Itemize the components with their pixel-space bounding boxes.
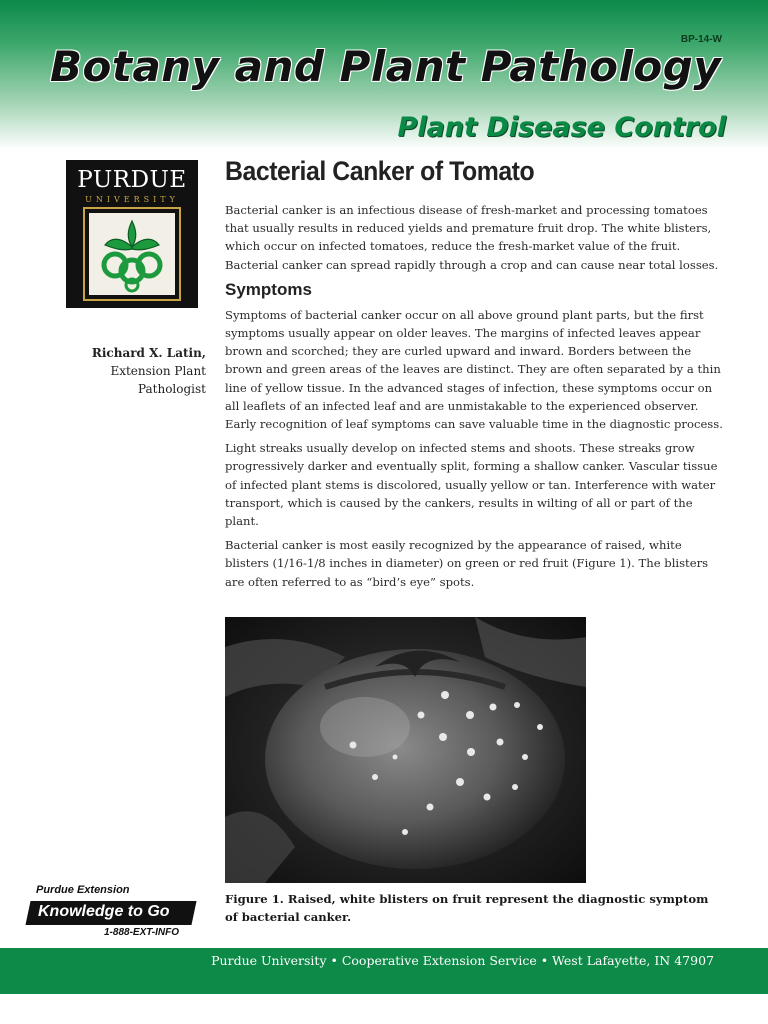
publication-code: BP-14-W [680, 34, 722, 45]
logo-emblem-frame [83, 207, 181, 301]
purdue-university-logo [66, 160, 198, 308]
page-header [0, 0, 768, 150]
symptoms-paragraph-1: Symptoms of bacterial canker occur on all above ground plant parts, but the first symptoms usually appear on older leaves. The margins of infected leaves appear brown and scorched; they are curled upward and inward. Borders between the brown and green areas of the leaves are distinct. They are often separated by a thin line of yellow tissue. In the advanced stages of infection, these symptoms occur on all leaflets of an infected leaf and are unmistakable to the experienced observer. Early recognition of leaf symptoms can save valuable time in the diagnostic process. [225, 307, 723, 432]
page-footer [0, 948, 768, 994]
symptoms-heading: Symptoms [225, 279, 312, 299]
footer-address: Purdue University • Cooperative Extension Service • West Lafayette, IN 47907 [211, 953, 714, 968]
department-title: Botany and Plant Pathology [50, 42, 722, 91]
tomato-fruit-image [225, 617, 586, 883]
intro-paragraph: Bacterial canker is an infectious disease of fresh-market and processing tomatoes that usually results in reduced yields and premature fruit drop. The white blisters, which occur on infected tomatoes, reduce the fresh-market value of the fruit. Bacterial canker can spread rapidly through a crop and can cause near total losses. [225, 203, 719, 272]
symptoms-paragraph-2: Light streaks usually develop on infected stems and shoots. These streaks grow progressively darker and eventually split, forming a shallow canker. Vascular tissue of infected plant stems is discolored, usually yellow or tan. Interference with water transport, which is caused by the cankers, results in wilting of all or part of the plant. [225, 441, 718, 529]
figure-caption: Figure 1. Raised, white blisters on fruit represent the diagnostic symptom of bacterial canker. [225, 892, 709, 924]
logo-subtext: UNIVERSITY [85, 195, 179, 204]
extension-slogan: Knowledge to Go [38, 903, 170, 920]
article-title: Bacterial Canker of Tomato [225, 156, 535, 186]
tomato-photo [225, 617, 586, 883]
purdue-extension-logo [28, 884, 198, 944]
author-name: Richard X. Latin, [91, 346, 206, 360]
extension-label: Purdue Extension [36, 884, 130, 896]
author-title-line1: Extension Plant [110, 364, 206, 378]
author-title-line2: Pathologist [137, 382, 206, 396]
author-block [92, 344, 206, 398]
logo-wordmark: PURDUE [77, 167, 187, 193]
symptoms-paragraph-3: Bacterial canker is most easily recognized by the appearance of raised, white blisters (1/16-1/8 inches in diameter) on green or red fruit (Figure 1). The blisters are often referred to as “bird’s eye” spots. [225, 538, 709, 589]
griffin-seal-icon [85, 209, 179, 299]
extension-phone: 1-888-EXT-INFO [104, 927, 180, 938]
article-body [225, 156, 725, 597]
series-subtitle: Plant Disease Control [397, 112, 726, 143]
